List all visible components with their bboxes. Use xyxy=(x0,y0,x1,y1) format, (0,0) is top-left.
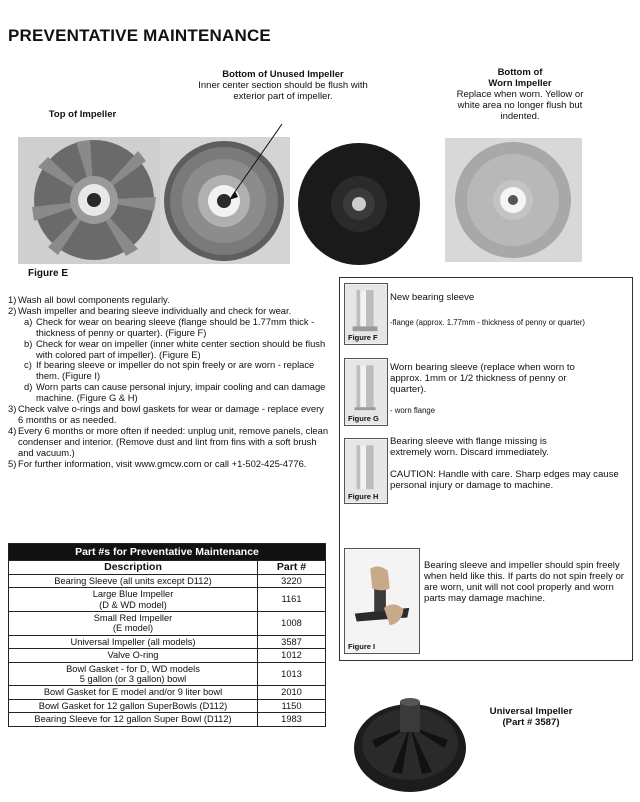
parts-table-body xyxy=(9,574,326,726)
unused-impeller-label-bold: Bottom of Unused Impeller xyxy=(222,69,344,80)
part-description: Valve O-ring xyxy=(9,649,258,662)
step-number: 4) xyxy=(8,424,17,436)
worn-impeller-note: Replace when worn. Yellow or white area no longer flush but indented. xyxy=(456,89,584,122)
step-text: If bearing sleeve or impeller do not spin freely or are worn - replace them. (Figure I) xyxy=(36,359,315,382)
step-text: For further information, visit www.gmcw.com or call +1-502-425-4776. xyxy=(18,457,307,469)
unused-impeller-photo xyxy=(160,137,290,264)
step-letter: b) xyxy=(24,337,33,349)
figure-g-text: Worn bearing sleeve (replace when worn to approx. 1mm or 1/2 thickness of penny or quarter). xyxy=(390,362,575,395)
part-number: 1983 xyxy=(258,713,326,726)
part-description: Universal Impeller (all models) xyxy=(9,635,258,648)
step-number: 1) xyxy=(8,294,17,305)
part-number: 1008 xyxy=(258,612,326,636)
part-description: Small Red Impeller (E model) xyxy=(9,612,258,636)
universal-impeller-photo xyxy=(352,686,470,796)
figure-f-note: -flange (approx. 1.77mm - thickness of penny or quarter) xyxy=(390,318,586,327)
step-text: Worn parts can cause personal injury, impair cooling and can damage machine. (Figure G & H) xyxy=(36,381,326,404)
parts-table-title: Part #s for Preventative Maintenance xyxy=(9,544,326,561)
part-description: Bearing Sleeve (all units except D112) xyxy=(9,574,258,587)
step-2a xyxy=(8,317,330,339)
step-2c xyxy=(8,360,330,382)
unused-impeller-label xyxy=(198,69,368,102)
figure-h-caution: CAUTION: Handle with care. Sharp edges may cause personal injury or damage to machine. xyxy=(390,469,619,491)
figure-h-caption: Figure H xyxy=(348,492,379,501)
table-row xyxy=(9,612,326,636)
top-of-impeller-label xyxy=(20,109,145,120)
step-number: 2) xyxy=(8,304,17,316)
parts-table xyxy=(8,543,326,727)
figure-f-image xyxy=(344,283,388,345)
figure-e-caption: Figure E xyxy=(28,268,69,279)
table-row xyxy=(9,588,326,612)
figure-g-image xyxy=(344,358,388,426)
table-row xyxy=(9,635,326,648)
step-4 xyxy=(8,426,330,459)
step-2b xyxy=(8,339,330,361)
column-header-part: Part # xyxy=(258,561,326,574)
step-letter: d) xyxy=(24,381,33,393)
part-number: 1012 xyxy=(258,649,326,662)
figure-h-image xyxy=(344,438,388,504)
step-text: Check valve o-rings and bowl gaskets for wear or damage - replace every 6 months or as needed. xyxy=(18,403,324,425)
part-description: Bowl Gasket - for D, WD models 5 gallon (or 3 gallon) bowl xyxy=(9,662,258,686)
step-text: Check for wear on impeller (inner white center section should be flush with colored part of impeller). (Figure E) xyxy=(36,337,326,360)
step-text: Wash all bowl components regularly. xyxy=(18,294,170,305)
part-description: Bowl Gasket for E model and/or 9 liter bowl xyxy=(9,686,258,699)
part-number: 1161 xyxy=(258,588,326,612)
figure-i-text: Bearing sleeve and impeller should spin freely when held like this. If parts do not spin freely or are worn, unit will not cool properly and worn parts may damage machine. xyxy=(424,560,624,604)
part-description: Bowl Gasket for 12 gallon SuperBowls (D112) xyxy=(9,699,258,712)
table-row xyxy=(9,574,326,587)
part-number: 3587 xyxy=(258,635,326,648)
figure-g-note: - worn flange xyxy=(390,406,436,415)
step-text: Check for wear on bearing sleeve (flange should be 1.77mm thick - thickness of penny or quarter). (Figure F) xyxy=(36,315,315,338)
table-row xyxy=(9,686,326,699)
unused-impeller-note: Inner center section should be flush with exterior part of impeller. xyxy=(198,80,368,102)
step-letter: c) xyxy=(24,359,32,371)
figure-i-caption: Figure I xyxy=(348,642,376,651)
page-title: PREVENTATIVE MAINTENANCE xyxy=(8,26,271,45)
figure-i-image xyxy=(344,548,420,654)
table-row xyxy=(9,649,326,662)
step-text: Every 6 months or more often if needed: unplug unit, remove panels, clean condenser and interior. (Remove dust and lint from fins with a soft brush and vacuum.) xyxy=(18,424,329,458)
table-row xyxy=(9,662,326,686)
part-number: 2010 xyxy=(258,686,326,699)
part-number: 1013 xyxy=(258,662,326,686)
universal-impeller-label xyxy=(456,706,606,728)
worn-impeller-label xyxy=(445,67,595,122)
figure-f-title: New bearing sleeve xyxy=(390,292,475,303)
figure-f-caption: Figure F xyxy=(348,333,378,342)
worn-impeller-photo xyxy=(445,138,582,262)
step-number: 5) xyxy=(8,457,17,469)
table-row xyxy=(9,699,326,712)
part-description: Large Blue Impeller (D & WD model) xyxy=(9,588,258,612)
universal-impeller-part: (Part # 3587) xyxy=(502,717,560,728)
part-number: 1150 xyxy=(258,699,326,712)
black-impeller-photo xyxy=(297,142,421,266)
step-5 xyxy=(8,459,330,470)
step-number: 3) xyxy=(8,403,17,415)
step-3 xyxy=(8,404,330,426)
column-header-description: Description xyxy=(9,561,258,574)
part-description: Bearing Sleeve for 12 gallon Super Bowl (D112) xyxy=(9,713,258,726)
worn-impeller-label-bold-2: Worn Impeller xyxy=(488,78,552,89)
worn-impeller-label-bold-1: Bottom of xyxy=(497,67,543,78)
figure-g-caption: Figure G xyxy=(348,414,379,423)
maintenance-steps xyxy=(8,295,330,470)
step-2d xyxy=(8,382,330,404)
top-of-impeller-label-text: Top of Impeller xyxy=(48,109,117,120)
figure-h-text: Bearing sleeve with flange missing is extremely worn. Discard immediately. xyxy=(390,436,549,458)
step-letter: a) xyxy=(24,315,33,327)
table-row xyxy=(9,713,326,726)
bearing-sleeve-panel xyxy=(339,277,633,661)
step-text: Wash impeller and bearing sleeve individually and check for wear. xyxy=(18,304,292,316)
top-of-impeller-photo xyxy=(18,137,160,264)
part-number: 3220 xyxy=(258,574,326,587)
universal-impeller-name: Universal Impeller xyxy=(489,706,573,717)
